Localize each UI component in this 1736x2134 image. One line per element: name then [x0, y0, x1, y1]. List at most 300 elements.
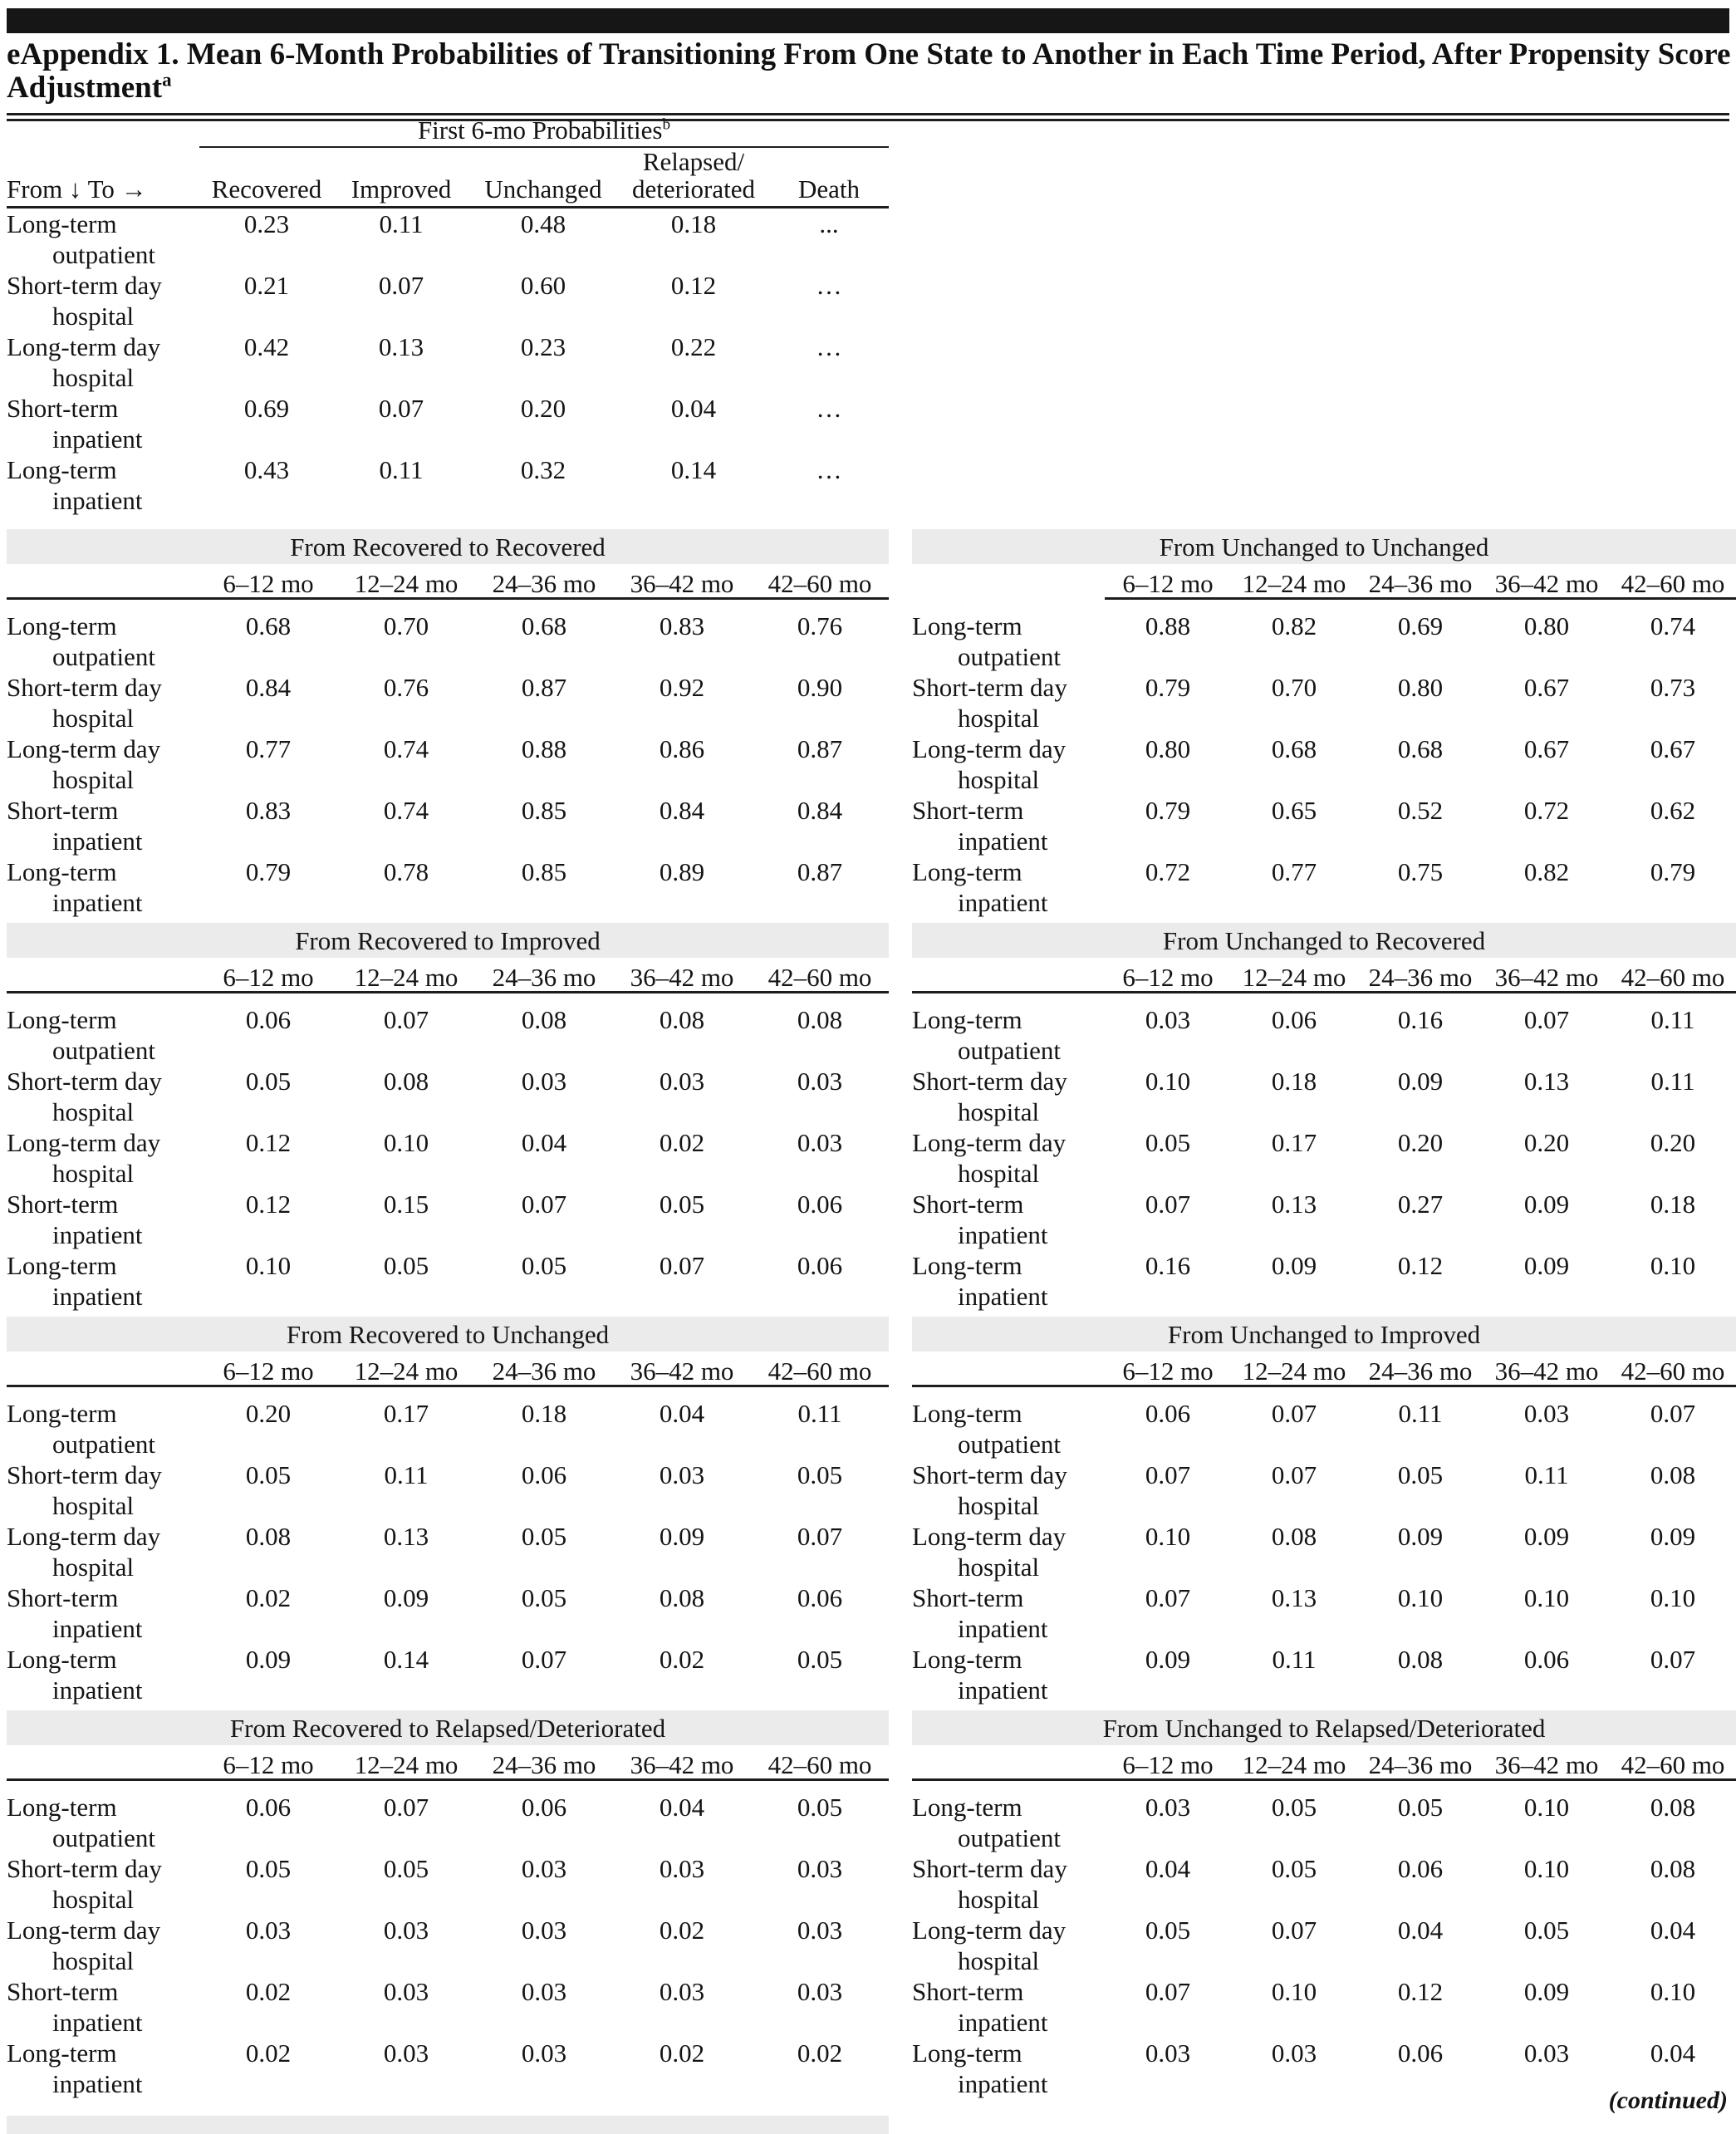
header-gap-cell	[912, 1386, 1736, 1399]
section-title: From Recovered to Unchanged	[7, 1317, 889, 1352]
row-label	[912, 1189, 1105, 1250]
period-column-header: 42–60 mo	[1610, 564, 1736, 599]
cell-value: 0.77	[245, 734, 292, 763]
row-label-line1: Long-term	[7, 857, 117, 886]
row-label-line1: Long-term day	[912, 734, 1067, 763]
table-row	[7, 672, 889, 733]
period-column-header: 12–24 mo	[337, 958, 475, 993]
corner-cell	[7, 1352, 199, 1386]
cell-value: 0.03	[383, 1977, 429, 2006]
cell-value: 0.17	[1271, 1128, 1317, 1157]
cell-value: 0.68	[245, 611, 292, 640]
header-gap-cell	[912, 993, 1736, 1005]
cell-value: 0.27	[1397, 1190, 1444, 1219]
cell-value: 0.90	[797, 673, 843, 702]
cell-value: 0.06	[245, 1793, 292, 1822]
row-label-line2: inpatient	[52, 2069, 143, 2098]
row-label-line1: Long-term	[7, 2038, 117, 2068]
row-label-line2: hospital	[52, 1553, 135, 1582]
row-label-line1: Long-term	[7, 1399, 117, 1428]
cell-value: 0.09	[1523, 1522, 1570, 1551]
row-label	[7, 1398, 199, 1459]
cell-value: 0.10	[1271, 1977, 1317, 2006]
cell-value: 0.03	[383, 2038, 429, 2068]
cell-value: 0.07	[1271, 1460, 1317, 1489]
section-title: From Unchanged to Relapsed/Deteriorated	[912, 1710, 1736, 1745]
cell-value: 0.13	[1523, 1067, 1570, 1096]
cell-value: 0.11	[379, 209, 424, 238]
table-row	[912, 856, 1736, 918]
row-label-line1: Long-term	[7, 1005, 117, 1034]
cell-value: 0.88	[1145, 611, 1191, 640]
table-row	[7, 856, 889, 918]
period-column-header: 24–36 mo	[475, 564, 613, 599]
cell-value: 0.79	[1650, 857, 1696, 886]
cell-value: 0.09	[383, 1583, 429, 1612]
cell-value: 0.12	[245, 1128, 292, 1157]
period-column-header: 24–36 mo	[1357, 1745, 1483, 1780]
section-title: From Recovered to Improved	[7, 923, 889, 958]
row-label	[7, 1459, 199, 1521]
cell-value: 0.03	[1523, 2038, 1570, 2068]
cell-value: 0.10	[383, 1128, 429, 1157]
row-label-line1: Short-term	[7, 1977, 119, 2006]
header-gap-cell	[7, 599, 889, 611]
section-table	[7, 1352, 889, 1705]
right-column	[912, 529, 1736, 2104]
row-label-line1: Long-term	[7, 611, 117, 640]
cell-value: 0.70	[1271, 673, 1317, 702]
row-label	[7, 1066, 199, 1127]
section-title: From Recovered to Recovered	[7, 529, 889, 564]
cell-value: 0.05	[1397, 1460, 1444, 1489]
row-label	[7, 1250, 199, 1312]
cell-value: 0.13	[1271, 1583, 1317, 1612]
cell-value: 0.07	[1145, 1460, 1191, 1489]
row-label-line1: Long-term day	[7, 1916, 161, 1945]
row-label-line1: Short-term day	[912, 1067, 1067, 1096]
section-title: From Unchanged to Recovered	[912, 923, 1736, 958]
cell-value: 0.03	[521, 1854, 567, 1883]
cell-value: 0.04	[1650, 2038, 1696, 2068]
column-header	[199, 148, 334, 208]
header-gap	[912, 599, 1736, 611]
row-label-line2: inpatient	[958, 2008, 1048, 2037]
row-label	[912, 733, 1105, 795]
table-row	[912, 1792, 1736, 1853]
row-label-line2: inpatient	[958, 1675, 1048, 1705]
cell-value: 0.03	[797, 1977, 843, 2006]
table-row	[912, 1521, 1736, 1582]
cell-value: 0.03	[521, 2038, 567, 2068]
cell-value: 0.83	[659, 611, 705, 640]
row-label	[7, 611, 199, 672]
section-table	[912, 958, 1736, 1312]
cell-value: 0.43	[243, 455, 290, 484]
row-label-line2: inpatient	[52, 1282, 143, 1311]
period-column-header: 24–36 mo	[475, 958, 613, 993]
table-row	[912, 733, 1736, 795]
period-column-header: 12–24 mo	[337, 1352, 475, 1386]
row-label-line2: inpatient	[958, 1282, 1048, 1311]
first-table	[7, 148, 889, 516]
header-gap-cell	[7, 993, 889, 1005]
cell-value: 0.07	[378, 271, 424, 300]
table-row	[912, 1976, 1736, 2038]
cell-value: 0.02	[797, 2038, 843, 2068]
cell-value: 0.05	[245, 1067, 292, 1096]
row-label-line2: inpatient	[52, 2008, 143, 2037]
cell-value: 0.67	[1650, 734, 1696, 763]
period-column-header: 6–12 mo	[199, 1745, 337, 1780]
cell-value: 0.05	[1523, 1916, 1570, 1945]
cell-value: 0.10	[1523, 1854, 1570, 1883]
period-column-header: 12–24 mo	[337, 564, 475, 599]
cell-value: 0.04	[670, 394, 717, 423]
cell-value: 0.05	[797, 1793, 843, 1822]
cell-value: 0.07	[1650, 1645, 1696, 1674]
row-label-line2: inpatient	[958, 1220, 1048, 1249]
cell-value: 0.06	[1145, 1399, 1191, 1428]
section-table	[7, 564, 889, 918]
period-column-header: 42–60 mo	[1610, 1352, 1736, 1386]
row-label-line2: hospital	[958, 1097, 1040, 1126]
cell-value: 0.20	[1523, 1128, 1570, 1157]
cell-value: 0.07	[521, 1645, 567, 1674]
cell-value: 0.02	[659, 1128, 705, 1157]
cell-value: 0.68	[1271, 734, 1317, 763]
cell-value: 0.23	[243, 209, 290, 238]
column-header-line: Improved	[351, 174, 452, 204]
cell-value: 0.70	[383, 611, 429, 640]
cell-value: 0.60	[520, 271, 566, 300]
cell-value: 0.42	[243, 332, 290, 361]
cell-value: 0.09	[245, 1645, 292, 1674]
cell-value: 0.03	[521, 1067, 567, 1096]
cell-value: 0.92	[659, 673, 705, 702]
table-row	[7, 1127, 889, 1189]
row-label-line1: Short-term day	[7, 1854, 162, 1883]
section-header-row	[912, 958, 1736, 993]
cell-value: 0.18	[1271, 1067, 1317, 1096]
table-row	[7, 611, 889, 672]
header-gap-cell	[912, 599, 1736, 611]
row-label	[7, 1976, 199, 2038]
cell-value: 0.05	[1397, 1793, 1444, 1822]
row-label-line1: Long-term	[912, 1005, 1022, 1034]
row-label	[7, 454, 199, 516]
page-title-line2: Adjustment$^a$	[7, 69, 172, 105]
cell-value: 0.06	[797, 1251, 843, 1280]
period-column-header: 6–12 mo	[1105, 1745, 1231, 1780]
row-label-line2: hospital	[52, 1491, 135, 1520]
cell-value: 0.05	[1271, 1854, 1317, 1883]
cell-value: 0.74	[1650, 611, 1696, 640]
cell-value: 0.09	[1650, 1522, 1696, 1551]
cell-value: 0.16	[1397, 1005, 1444, 1034]
row-label-line1: Long-term	[912, 1793, 1022, 1822]
row-label-line1: Short-term day	[912, 1854, 1067, 1883]
period-column-header: 36–42 mo	[1483, 564, 1610, 599]
cell-value: 0.03	[797, 1128, 843, 1157]
cell-value: 0.20	[1650, 1128, 1696, 1157]
cell-value: 0.02	[245, 2038, 292, 2068]
row-label-line2: hospital	[958, 1946, 1040, 1975]
cell-value: 0.20	[245, 1399, 292, 1428]
row-label	[7, 856, 199, 918]
table-row	[912, 1250, 1736, 1312]
cell-value: 0.07	[659, 1251, 705, 1280]
section-header-row	[912, 564, 1736, 599]
row-label	[912, 1853, 1105, 1915]
row-label	[7, 1004, 199, 1066]
row-label-line2: outpatient	[52, 1823, 155, 1852]
row-label	[7, 1915, 199, 1976]
cell-value: 0.10	[1145, 1522, 1191, 1551]
row-label	[912, 1792, 1105, 1853]
cell-value: 0.83	[245, 796, 292, 825]
cell-value: 0.12	[670, 271, 717, 300]
table-row	[7, 1459, 889, 1521]
cell-value: 0.06	[797, 1190, 843, 1219]
cell-value: 0.84	[797, 796, 843, 825]
row-label-line1: Long-term	[7, 455, 117, 484]
cell-value: 0.06	[521, 1460, 567, 1489]
cell-value: 0.73	[1650, 673, 1696, 702]
row-label-line2: inpatient	[52, 827, 143, 856]
header-gap-cell	[912, 1780, 1736, 1793]
row-label-line2: outpatient	[52, 642, 155, 671]
table-row	[7, 2038, 889, 2099]
row-label-line1: Short-term day	[7, 1067, 162, 1096]
cell-value: 0.05	[1271, 1793, 1317, 1822]
table-row	[912, 1459, 1736, 1521]
row-label	[912, 672, 1105, 733]
cell-value: 0.03	[245, 1916, 292, 1945]
cell-value: 0.05	[383, 1854, 429, 1883]
cell-value: 0.15	[383, 1190, 429, 1219]
cell-value: 0.07	[383, 1005, 429, 1034]
cell-value: 0.10	[1397, 1583, 1444, 1612]
cell-value: 0.08	[1650, 1460, 1696, 1489]
section	[7, 1317, 889, 1705]
row-label-line1: Short-term	[7, 796, 119, 825]
cell-value: 0.05	[383, 1251, 429, 1280]
cell-value: 0.67	[1523, 673, 1570, 702]
cell-value: 0.84	[659, 796, 705, 825]
cell-value: 0.07	[521, 1190, 567, 1219]
cell-value: 0.11	[797, 1399, 842, 1428]
cell-value: 0.76	[797, 611, 843, 640]
row-label-line2: outpatient	[958, 642, 1061, 671]
header-gap	[7, 599, 889, 611]
cell-value: 0.16	[1145, 1251, 1191, 1280]
cell-value: 0.74	[383, 796, 429, 825]
cell-value: 0.05	[1145, 1128, 1191, 1157]
column-header	[468, 148, 618, 208]
cell-value: 0.22	[670, 332, 717, 361]
cell-value: 0.08	[1397, 1645, 1444, 1674]
row-label-line2: hospital	[52, 1159, 135, 1188]
header-gap	[912, 993, 1736, 1005]
row-label-line1: Long-term day	[912, 1128, 1067, 1157]
cell-value: 0.08	[1271, 1522, 1317, 1551]
cell-value: 0.08	[521, 1005, 567, 1034]
row-label-line1: Long-term	[7, 1645, 117, 1674]
period-column-header: 36–42 mo	[1483, 958, 1610, 993]
period-column-header: 6–12 mo	[1105, 1352, 1231, 1386]
row-label	[912, 1127, 1105, 1189]
cell-value: 0.06	[1523, 1645, 1570, 1674]
cell-value: 0.06	[1271, 1005, 1317, 1034]
cell-value: ...	[819, 209, 839, 238]
cell-value: 0.11	[1524, 1460, 1569, 1489]
table-row	[912, 1189, 1736, 1250]
row-label	[7, 1127, 199, 1189]
cell-value: 0.79	[1145, 796, 1191, 825]
cell-value: 0.10	[1523, 1793, 1570, 1822]
row-label-line2: inpatient	[52, 486, 143, 515]
section	[912, 923, 1736, 1312]
column-header-line: Relapsed/	[642, 147, 745, 176]
cell-value: 0.03	[1271, 2038, 1317, 2068]
cell-value: 0.03	[659, 1067, 705, 1096]
row-label-line2: hospital	[958, 765, 1040, 794]
cell-value: 0.07	[1145, 1190, 1191, 1219]
cell-value: 0.09	[659, 1522, 705, 1551]
row-label-line1: Long-term	[912, 1645, 1022, 1674]
cell-value: 0.69	[243, 394, 290, 423]
cell-value: 0.10	[1650, 1583, 1696, 1612]
cell-value: 0.80	[1145, 734, 1191, 763]
cell-value: 0.07	[1271, 1399, 1317, 1428]
cell-value: 0.05	[245, 1854, 292, 1883]
row-label-line2: outpatient	[958, 1823, 1061, 1852]
table-row	[912, 1853, 1736, 1915]
period-column-header: 42–60 mo	[1610, 1745, 1736, 1780]
page-title-line1: eAppendix 1. Mean 6-Month Probabilities of Transitioning From One State to Another in Each Time Period, After Propensity Score	[7, 37, 1731, 71]
cell-value: 0.86	[659, 734, 705, 763]
section-title: From Unchanged to Improved	[912, 1317, 1736, 1352]
cell-value: 0.82	[1523, 857, 1570, 886]
cell-value: 0.03	[521, 1977, 567, 2006]
header-gap-cell	[7, 1386, 889, 1399]
cell-value: 0.08	[1650, 1854, 1696, 1883]
table-row	[7, 393, 889, 454]
cell-value: 0.09	[1523, 1977, 1570, 2006]
row-label-line1: Short-term day	[7, 271, 162, 300]
cell-value: 0.11	[1650, 1005, 1695, 1034]
row-label-line1: Long-term day	[912, 1916, 1067, 1945]
cell-value: 0.04	[1650, 1916, 1696, 1945]
table-row	[7, 1521, 889, 1582]
cell-value: 0.08	[797, 1005, 843, 1034]
period-column-header: 36–42 mo	[613, 1745, 751, 1780]
corner-cell	[7, 958, 199, 993]
period-column-header: 36–42 mo	[613, 564, 751, 599]
cell-value: 0.87	[797, 857, 843, 886]
row-label-line2: outpatient	[958, 1036, 1061, 1065]
corner-cell	[7, 564, 199, 599]
row-label	[912, 1066, 1105, 1127]
row-label	[7, 270, 199, 331]
row-label	[912, 1976, 1105, 2038]
cell-value: 0.09	[1271, 1251, 1317, 1280]
row-label-line1: Short-term day	[7, 1460, 162, 1489]
cell-value: 0.03	[1145, 1793, 1191, 1822]
row-label-line1: Long-term	[912, 857, 1022, 886]
column-header	[334, 148, 468, 208]
cell-value: 0.68	[521, 611, 567, 640]
period-column-header: 24–36 mo	[1357, 958, 1483, 993]
cell-value: 0.10	[1650, 1977, 1696, 2006]
cell-value: 0.07	[1145, 1583, 1191, 1612]
cell-value: 0.87	[521, 673, 567, 702]
cell-value: 0.03	[521, 1916, 567, 1945]
cell-value: 0.08	[659, 1583, 705, 1612]
page-title	[7, 38, 1733, 105]
table-row	[912, 1582, 1736, 1644]
row-label	[912, 1398, 1105, 1459]
cell-value: 0.23	[520, 332, 566, 361]
cell-value: 0.02	[245, 1583, 292, 1612]
table-row	[912, 611, 1736, 672]
cell-value: 0.80	[1523, 611, 1570, 640]
period-column-header: 42–60 mo	[751, 958, 889, 993]
period-column-header: 36–42 mo	[1483, 1745, 1610, 1780]
column-header	[618, 148, 769, 208]
header-gap	[7, 993, 889, 1005]
row-label-line1: Long-term day	[7, 1522, 161, 1551]
row-label	[7, 1853, 199, 1915]
table-row	[912, 1066, 1736, 1127]
section-title: From Recovered to Relapsed/Deteriorated	[7, 1710, 889, 1745]
cell-value: 0.80	[1397, 673, 1444, 702]
cell-value: 0.05	[521, 1251, 567, 1280]
row-label	[7, 733, 199, 795]
cell-value: 0.69	[1397, 611, 1444, 640]
cell-value: 0.11	[1398, 1399, 1443, 1428]
period-column-header: 6–12 mo	[1105, 564, 1231, 599]
row-label-line1: Long-term day	[7, 1128, 161, 1157]
section-header-row	[7, 1745, 889, 1780]
row-label	[7, 672, 199, 733]
cell-value: …	[816, 332, 842, 361]
table-row	[912, 1915, 1736, 1976]
cell-value: 0.09	[1523, 1251, 1570, 1280]
cell-value: 0.14	[670, 455, 717, 484]
cell-value: 0.75	[1397, 857, 1444, 886]
cell-value: 0.72	[1145, 857, 1191, 886]
cell-value: 0.10	[1650, 1251, 1696, 1280]
row-label-line2: hospital	[958, 1885, 1040, 1914]
cell-value: 0.05	[245, 1460, 292, 1489]
cell-value: 0.72	[1523, 796, 1570, 825]
section	[7, 923, 889, 1312]
corner-cell	[912, 958, 1105, 993]
cell-value: 0.88	[521, 734, 567, 763]
period-column-header: 36–42 mo	[613, 958, 751, 993]
column-header	[769, 148, 889, 208]
cell-value: 0.18	[670, 209, 717, 238]
row-label-line2: hospital	[52, 363, 135, 392]
cell-value: 0.09	[1145, 1645, 1191, 1674]
section-title: From Unchanged to Unchanged	[912, 529, 1736, 564]
cell-value: 0.03	[383, 1916, 429, 1945]
cell-value: 0.32	[520, 455, 566, 484]
section	[7, 529, 889, 918]
cell-value: 0.06	[245, 1005, 292, 1034]
